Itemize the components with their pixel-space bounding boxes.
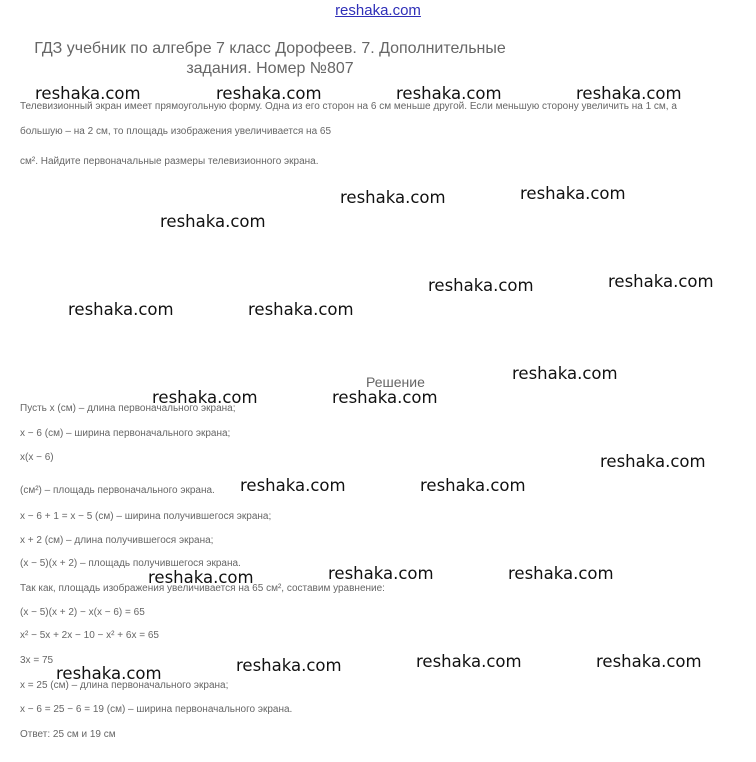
watermark: reshaka.com: [508, 564, 614, 583]
watermark: reshaka.com: [248, 300, 354, 319]
solution-line: x − 6 = 25 − 6 = 19 (см) – ширина первоначального экрана.: [20, 704, 293, 715]
watermark: reshaka.com: [608, 272, 714, 291]
watermark: reshaka.com: [236, 656, 342, 675]
watermark: reshaka.com: [416, 652, 522, 671]
watermark: reshaka.com: [596, 652, 702, 671]
watermark: reshaka.com: [340, 188, 446, 207]
watermark: reshaka.com: [600, 452, 706, 471]
watermark: reshaka.com: [420, 476, 526, 495]
watermark: reshaka.com: [428, 276, 534, 295]
watermark: reshaka.com: [332, 388, 438, 407]
watermark: reshaka.com: [520, 184, 626, 203]
problem-line-1: Телевизионный экран имеет прямоугольную форму. Одна из его сторон на 6 см меньше другой. Если меньшую сторону увеличить на 1 см, а: [20, 101, 677, 112]
equation-line: 3x = 75: [20, 655, 54, 666]
equation-line: (x − 5)(x + 2) − x(x − 6) = 65: [20, 607, 145, 618]
watermark: reshaka.com: [328, 564, 434, 583]
solution-line: x + 2 (см) – длина получившегося экрана;: [20, 535, 214, 546]
equation-line: x² − 5x + 2x − 10 − x² + 6x = 65: [20, 630, 159, 641]
solution-line: Так как, площадь изображения увеличивается на 65 см², составим уравнение:: [20, 583, 385, 594]
watermark: reshaka.com: [576, 84, 682, 103]
answer-line: Ответ: 25 см и 19 см: [20, 729, 116, 740]
watermark: reshaka.com: [216, 84, 322, 103]
watermark: reshaka.com: [512, 364, 618, 383]
watermark: reshaka.com: [152, 388, 258, 407]
page-title: ГДЗ учебник по алгебре 7 класс Дорофеев. 7. Дополнительные задания. Номер №807: [34, 40, 506, 77]
problem-line-3: см². Найдите первоначальные размеры телевизионного экрана.: [20, 156, 319, 167]
watermark: reshaka.com: [148, 568, 254, 587]
watermark: reshaka.com: [240, 476, 346, 495]
solution-line: x(x − 6): [20, 452, 54, 463]
solution-line: x − 6 + 1 = x − 5 (см) – ширина получившегося экрана;: [20, 511, 272, 522]
problem-line-2: большую – на 2 см, то площадь изображения увеличивается на 65: [20, 126, 332, 137]
site-link[interactable]: reshaka.com: [335, 2, 421, 19]
watermark: reshaka.com: [35, 84, 141, 103]
solution-line: x − 6 (см) – ширина первоначального экрана;: [20, 428, 231, 439]
solution-line: x = 25 (см) – длина первоначального экрана;: [20, 680, 229, 691]
watermark: reshaka.com: [56, 664, 162, 683]
solution-line: (x − 5)(x + 2) – площадь получившегося экрана.: [20, 558, 241, 569]
watermark: reshaka.com: [160, 212, 266, 231]
solution-line: (см²) – площадь первоначального экрана.: [20, 485, 215, 496]
solution-line: Пусть x (см) – длина первоначального экрана;: [20, 403, 236, 414]
watermark: reshaka.com: [396, 84, 502, 103]
solution-heading: Решение: [366, 374, 425, 390]
watermark: reshaka.com: [68, 300, 174, 319]
